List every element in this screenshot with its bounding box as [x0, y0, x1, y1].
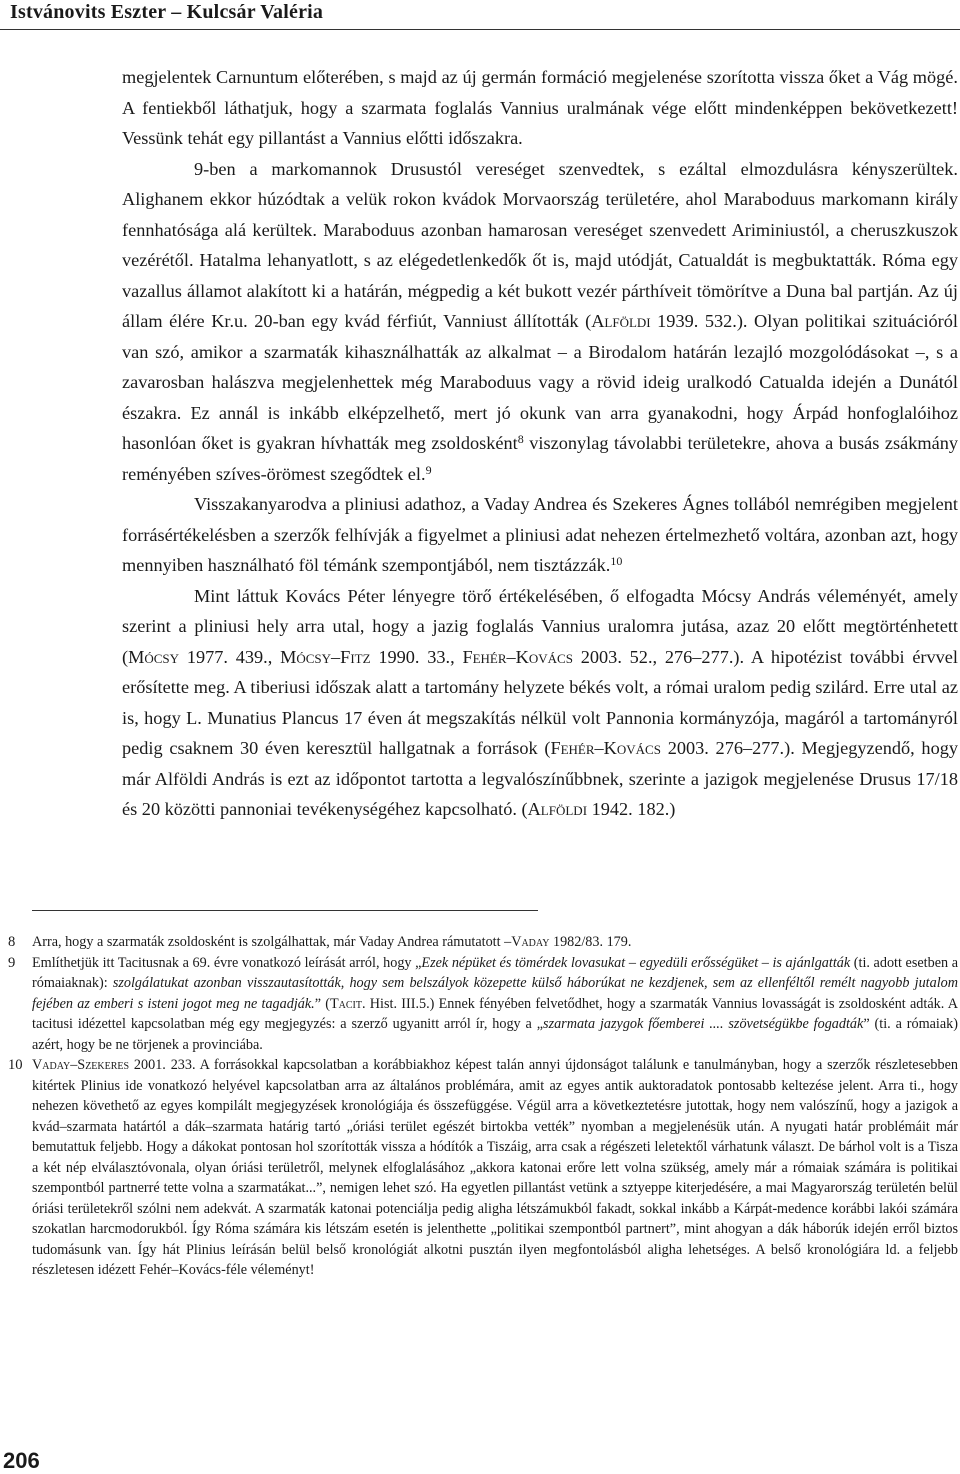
running-header: [0, 0, 960, 38]
footnote-9: 9 Említhetjük itt Tacitusnak a 69. évre vonatkozó leírását arról, hogy „Ezek népüket és tömérdek lovasukat – egyedüli erősségüket – is ajánlgatták (ti. adott esetben a rómaiaknak): szolgálatukat azonban visszautasították, hogy sem belszályok közepette külső háborúkat ne kezdjenek, sem az ellenféltől remélt nagyobb jutalom fejében az emberi s isteni jogot meg ne tagadják.” (Tacit. Hist. III.5.) Ennek fényében felvetődhet, hogy a szarmaták Vannius lovasságát is zsoldosként adták. A tacitusi idézettel kapcsolatban még egy megjegyzés: a szerző ugyanitt arról ír, hogy a „szarmata jazygok főemberei .... szövetségükbe fogadták” (ti. a rómaiak) azért, hogy be ne törjenek a provinciába.: [8, 954, 958, 1053]
footnote-ref-8[interactable]: 8: [517, 432, 524, 446]
paragraph-2: 9-ben a markomannok Drusustól vereséget szenvedtek, s ezáltal elmozdulásra kényszerültek. Alighanem ekkor húzódtak a velük rokon kvádok Morvaország területére, ahol Maraboduus markomann király fennhatósága alá kerültek. Maraboduus azonban hamarosan vereséget szenvedett Ariminiustól, a cheruszkuszok vezérétől. Hatalma lehanyatlott, s az elégedetlenkedők őt is, majd utódját, Catualdát is megbuktatták. Róma egy vazallus államot alakított ki a határán, mégpedig a két bukott vezér párthíveit tömörítve a Duna bal partján. Az új állam élére Kr.u. 20-ban egy kvád férfiút, Vanniust állították (Alföldi 1939. 532.). Olyan politikai szituációról van szó, amikor a szarmaták kihasználhatták az alkalmat – a Birodalom határán lezajló mozgolódásokat –, s a zavarosban halászva megjelenhettek még Maraboduus vagy a rövid ideig uralkodó Catualda idején a Dunától északra. Ez annál is inkább elképzelhető, mert jó okunk van arra gyanakodni, hogy Árpád honfoglalóihoz hasonlóan őket is gyakran hívhatták meg zsoldosként$^8$ viszonylag távolabbi területekre, ahova a busás zsákmány reményében szíves-örömest szegődtek el.$^9$: [122, 158, 958, 484]
footnotes: [8, 932, 958, 1281]
paragraph-4: Mint láttuk Kovács Péter lényegre törő értékelésében, ő elfogadta Mócsy András véleményét, amely szerint a pliniusi hely arra utal, hogy a jazig foglalás Vannius uralomra jutása, azaz 20 előtt megtörténhetett (Mócsy 1977. 439., Mócsy–Fitz 1990. 33., Fehér–Kovács 2003. 52., 276–277.). A hipotézist további érvvel erősítette meg. A tiberiusi időszak alatt a tartomány helyzete békés volt, a római uralom pedig szilárd. Erre utal az is, hogy L. Munatius Plancus 17 éven át megszakítás nélkül volt Pannonia kormányzója, magáról a tartományról pedig csaknem 30 éven keresztül hallgatnak a források (Fehér–Kovács 2003. 276–277.). Megjegyzendő, hogy már Alföldi András is ezt az időpontot tartotta a legvalószínűbbnek, szerinte a jazigok megjelenése Drusus 17/18 és 20 közötti pannoniai tevékenységéhez kapcsolható. (Alföldi 1942. 182.): [122, 585, 958, 819]
footnote-number: 9: [8, 954, 16, 971]
citation: Alföldi: [527, 799, 588, 819]
citation: Mócsy–Fitz: [280, 646, 371, 667]
running-title: Istvánovits Eszter – Kulcsár Valéria: [10, 1, 324, 23]
citation: Fehér–Kovács: [462, 646, 573, 667]
citation: Tacit.: [330, 995, 366, 1012]
footnote-10: 10 Vaday–Szekeres 2001. 233. A forrásokkal kapcsolatban a korábbiakhoz képest talán annyi újdonságot találunk e tanulmányban, hogy a szerzők részletesebben kitértek Plinius ide vonatkozó helyével kapcsolatban arra az általános problémára, amit az egyes antik auktoradatok pontosabb keltezése jelent. Arra ti., hogy nehezen követhető az egyes kompilált megjegyzések kronológiája és összefüggése. Végül arra a következtetésre jutottak, hogy nem valószínű, hogy a jazigok a kvád–szarmata határtól a dák–szarmata határig tartó „óriási terület egészét birtokba vették” nyomban a megjelenésük után. A nyugati határ problémáit már bemutattuk feljebb. Hogy a dákokat pontosan hol szorították vissza a hódítók a Tiszáig, arra csak a régészeti leletektől várhatunk választ. De bárhol volt is a Tisza a két nép elválasztóvonala, olyan óriási területről, melynek elfoglalásához „akkora katonai erőre lett volna szükség, amely már a rómaiak számára is politikai szempontból partnerré tette volna a szarmatákat...”, nemigen lehet szó. Ha egyetlen pillantást vetünk a sztyeppe kiterjedésére, a mai Magyarország területén belül óriási területekről szólni nem adekvát. A szarmaták katonai potenciálja pedig aligha létszámukból fakadt, sokkal inkább a Kárpát-medence korábbi lakói számára szokatlan harcmodorukból. Így Róma számára kis létszám esetén is jelenthette „politikai szempontból partnert”, mint ahogyan a dák háborúk idején erről biztos tudomásunk van. Így hát Plinius leírásán belül belső kronológiát alkotni pusztán ilyen megfontolásból aligha lehetséges. A belső kronológiára ld. a feljebb részletesen idézett Fehér–Kovács-féle véleményt!: [8, 1057, 958, 1278]
footnote-number: 10: [8, 1057, 23, 1073]
footnote-separator: [32, 910, 538, 911]
quotation: szolgálatukat azonban visszautasították, hogy sem belszályok közepette külső háborúkat ne kezdjenek, sem az ellenféltől remélt nagyobb jutalom fejében az emberi s isteni jogot meg ne tagadják.: [32, 975, 958, 1012]
page-number: 206: [3, 1448, 40, 1473]
citation: Vaday–Szekeres: [32, 1057, 130, 1073]
footnote-ref-9[interactable]: 9: [425, 462, 432, 477]
citation: Alföldi: [591, 311, 651, 331]
footnote-ref-10[interactable]: 10: [610, 554, 623, 568]
paragraph-1: megjelentek Carnuntum előterében, s majd az új germán formáció megjelenése szorította vissza őket a Vág mögé. A fentiekből láthatjuk, hogy a szarmata foglalás Vannius uralmának vége előtt mindenképpen bekövetkezett! Vessünk tehát egy pillantást a Vannius előtti időszakra.: [122, 67, 958, 148]
citation: Mócsy: [128, 646, 180, 667]
citation: Vaday: [511, 934, 550, 950]
paragraph-3: Visszakanyarodva a pliniusi adathoz, a Vaday Andrea és Szekeres Ágnes tollából nemrégiben megjelent forrásértékelésben a szerzők felhívják a figyelmet a pliniusi adat nehezen értelmezhető voltára, azonban azt, hogy mennyiben használható föl témánk szempontjából, nem tisztázzák.$^{10}$: [122, 494, 958, 575]
quotation: Ezek népüket és tömérdek lovasukat – egyedüli erősségüket – is ajánlgatták: [421, 954, 851, 971]
footnote-8: 8 Arra, hogy a szarmaták zsoldosként is szolgálhattak, már Vaday Andrea rámutatott –Vaday 1982/83. 179.: [32, 932, 958, 953]
header-rule: [0, 29, 960, 30]
citation: Fehér–Kovács: [550, 738, 661, 758]
main-text: [122, 62, 958, 825]
quotation: szarmata jazygok főemberei .... szövetségükbe fogadták: [543, 1016, 864, 1032]
footnote-number: 8: [8, 934, 16, 950]
